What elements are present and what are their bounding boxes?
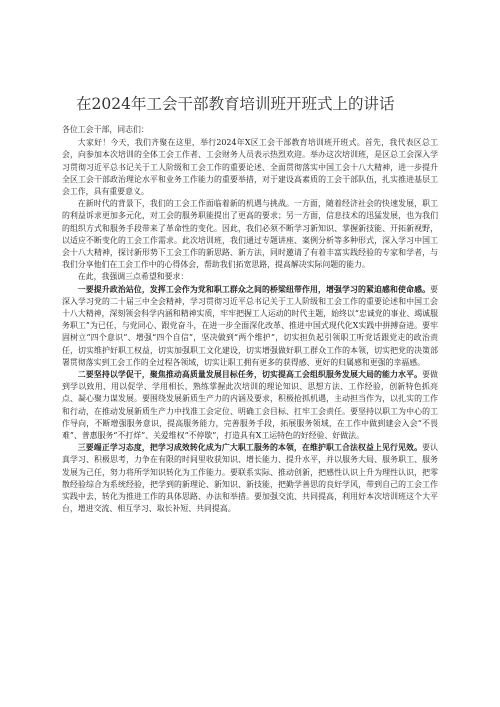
- paragraph-text: 大家好！今天，我们齐聚在这里，举行2024年X区工会干部教育培训班开班式。首先，我代表区总工会，向参加本次培训的全体工会工作者、工会财务人员表示热烈欢迎。举办这次培训班，是区总工会深入学习贯彻习近平总书记关于工人阶级和工会工作的重要论述、全面贯彻落实中国工会十八大精神，进一步提升全区工会干部政治理论水平和业务工作能力的重要举措，对于建设高素质的工会干部队伍，扎实推进基层工会工作，具有重要意义。: [62, 138, 438, 197]
- paragraph-text: 要做到学以致用、用以促学、学用相长，熟练掌握此次培训的理论知识、思想方法、工作经验，创新特色抓亮点、凝心聚力谋发展。要围绕发展新质生产力的内涵及要求，积极抢抓机遇，主动担当作为，以扎实的工作和行动，在推动发展新质生产力中找准工会定位、明确工会目标、扛牢工会责任。要坚持以职工为中心的工作导向，不断增强服务意识，提高服务能力，完善服务手段，拓展服务领域，在工作中做到建会入会“不畏难”、普惠服务“不打烊”、关爱维权“不停歇”，打造具有X工运特色的好经验、好做法。: [62, 370, 438, 441]
- paragraph-requirement-2: [62, 369, 438, 442]
- paragraph-lead: 三要端正学习态度，把学习成效转化成为广大职工服务的本领，在维护职工合法权益上见行见效。: [77, 443, 423, 453]
- salutation: 各位工会干部，同志们：: [62, 125, 149, 134]
- paragraph-text: 要认真学习、积极思考，力争在有限的时间里收获知识、增长能力、提升水平，并以服务大局、服务职工、服务发展为己任，努力将所学知识转化为工作能力。要联系实际、推动创新，把感性认识上升为理性认识，把零散经验综合为系统经验，把学到的新理论、新知识、新技能，把勤学善思的良好学风，带到自己的工会工作实践中去，转化为推进工作的具体思路、办法和举措。要加强交流、共同提高，利用好本次培训班这个大平台，增进交流、相互学习、取长补短、共同提高。: [62, 443, 438, 514]
- paragraph-text: 要深入学习党的二十届三中全会精神，学习贯彻习近平总书记关于工人阶级和工会工作的重要论述和中国工会十八大精神，深刻领会科学内涵和精神实质，牢牢把握工人运动的时代主题，始终以“忠诚党的事业、竭诚服务职工”为已任，与党同心、跟党奋斗，在进一步全面深化改革、推进中国式现代化X实践中拼搏奋进。要牢固树立“四个意识”、增强“四个自信”，坚决做到“两个维护”，切实担负起引领职工听党话跟党走的政治责任，切实维护好职工权益，切实加强职工文化建设，切实增强做好职工群众工作的本领，切实把党的决策部署贯彻落实到工会工作的全过程各领域，切实让职工拥有更多的获得感、更好的归属感和更强的幸福感。: [62, 284, 438, 367]
- paragraph-requirement-1: [62, 284, 438, 369]
- paragraph-intro-requirements: [62, 271, 438, 283]
- paragraph-lead: 二要坚持以学促干，聚焦推动高质量发展目标任务，切实提高工会组织服务发展大局的能力水平。: [77, 370, 423, 380]
- paragraph-text: 在新时代的背景下，我们的工会工作面临着新的机遇与挑战。一方面，随着经济社会的快速发展，职工的利益诉求更加多元化，对工会的服务职能提出了更高的要求；另一方面，信息技术的迅猛发展，也为我们的组织方式和服务手段带来了革命性的变化。因此，我们必须不断学习新知识、掌握新技能、开拓新视野，以适应不断变化的工会工作需求。此次培训班，我们通过专题讲座、案例分析等多种形式，深入学习中国工会十八大精神，探讨新形势下工会工作的新思路、新方法，同时邀请了有着丰富实践经验的专家和学者，与我们分享他们在工会工作中的心得体会，帮助我们拓宽思路，提高解决实际问题的能力。: [62, 199, 438, 270]
- paragraph-lead: 一要提升政治站位，发挥工会作为党和职工群众之间的桥梁纽带作用，增强学习的紧迫感和使命感。: [77, 284, 431, 294]
- paragraph-welcome: [62, 137, 438, 198]
- document-title: 在2024年工会干部教育培训班开班式上的讲话: [76, 95, 395, 113]
- paragraph-requirement-3: [62, 442, 438, 515]
- paragraph-text: 在此，我强调三点希望和要求：: [77, 272, 189, 282]
- paragraph-background: [62, 198, 438, 271]
